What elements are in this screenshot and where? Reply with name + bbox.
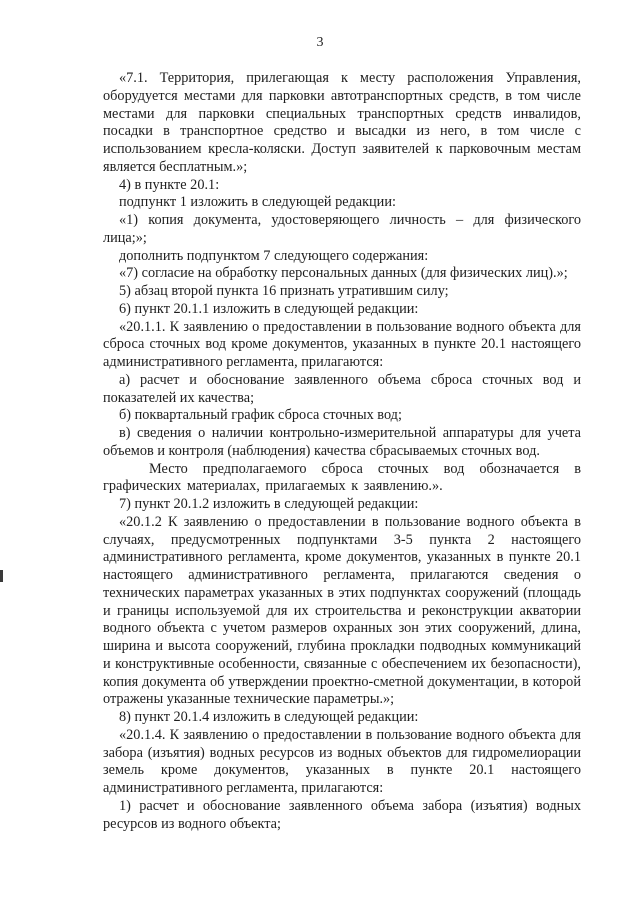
paragraph-20-1-1-a: а) расчет и обоснование заявленного объема сброса сточных вод и показателей их качества; <box>103 371 581 406</box>
paragraph-20-1-2: «20.1.2 К заявлению о предоставлении в пользование водного объекта в случаях, предусмотренных подпунктами 3-5 пункта 2 настоящего административного регламента, кроме документов, указанных в пункте 20.1 настоящего административного регламента, прилагаются сведения о технических параметрах указанных в этих подпунктах сооружений (площадь и границы используемой для их строительства и реконструкции акватории водного объекта с учетом размеров охранных зон этих сооружений, длина, ширина и высота сооружений, глубина прокладки подводных коммуникаций и конструктивные особенности, связанные с обеспечением их безопасности), копия документа об утверждении проектно-сметной документации, в которой отражены указанные технические параметры.»; <box>103 513 581 708</box>
paragraph-subitem-1-text: «1) копия документа, удостоверяющего личность – для физического лица;»; <box>103 212 581 246</box>
paragraph-7-1: «7.1. Территория, прилегающая к месту расположения Управления, оборудуется местами для парковки автотранспортных средств, в том числе местами для парковки специальных транспортных средств инвалидов, посадки в транспортное средство и высадки из него, в том числе с использованием кресла-коляски. Доступ заявителей к парковочным местам является бесплатным.»; <box>103 70 581 175</box>
paragraph-20-1-1-v: в) сведения о наличии контрольно-измерительной аппаратуры для учета объемов и контроля (наблюдения) качества сбрасываемых сточных вод. <box>103 425 581 459</box>
paragraph-item-8: 8) пункт 20.1.4 изложить в следующей редакции: <box>119 709 419 725</box>
scan-edge-mark <box>0 570 3 582</box>
paragraph-item-6: 6) пункт 20.1.1 изложить в следующей редакции: <box>119 300 419 317</box>
paragraph-20-1-1: «20.1.1. К заявлению о предоставлении в пользование водного объекта для сброса сточных вод кроме документов, указанных в пункте 20.1 настоящего административного регламента, прилагаются: <box>103 318 581 370</box>
paragraph-20-1-4: «20.1.4. К заявлению о предоставлении в пользование водного объекта для забора (изъятия) водных ресурсов из водных объектов для гидромелиорации земель кроме документов, указанных в пункте 20.1 настоящего административного регламента, прилагаются: <box>103 726 581 796</box>
paragraph-subitem-7-intro: дополнить подпунктом 7 следующего содержания: <box>119 247 429 264</box>
paragraph-subitem-1-intro: подпункт 1 изложить в следующей редакции: <box>119 194 396 211</box>
paragraph-item-7: 7) пункт 20.1.2 изложить в следующей редакции: <box>119 496 419 512</box>
paragraph-20-1-1-b: б) поквартальный график сброса сточных вод; <box>119 407 402 424</box>
paragraph-discharge-location: Место предполагаемого сброса сточных вод обозначается в графических материалах, прилагаемых к заявлению.». <box>103 460 581 495</box>
document-body <box>103 70 581 833</box>
page-number: 3 <box>316 35 324 50</box>
paragraph-20-1-4-1: 1) расчет и обоснование заявленного объема забора (изъятия) водных ресурсов из водного объекта; <box>103 797 581 832</box>
paragraph-item-5: 5) абзац второй пункта 16 признать утратившим силу; <box>119 283 449 299</box>
paragraph-item-4: 4) в пункте 20.1: <box>119 176 220 193</box>
paragraph-subitem-7-text: «7) согласие на обработку персональных данных (для физических лиц).»; <box>119 265 568 282</box>
